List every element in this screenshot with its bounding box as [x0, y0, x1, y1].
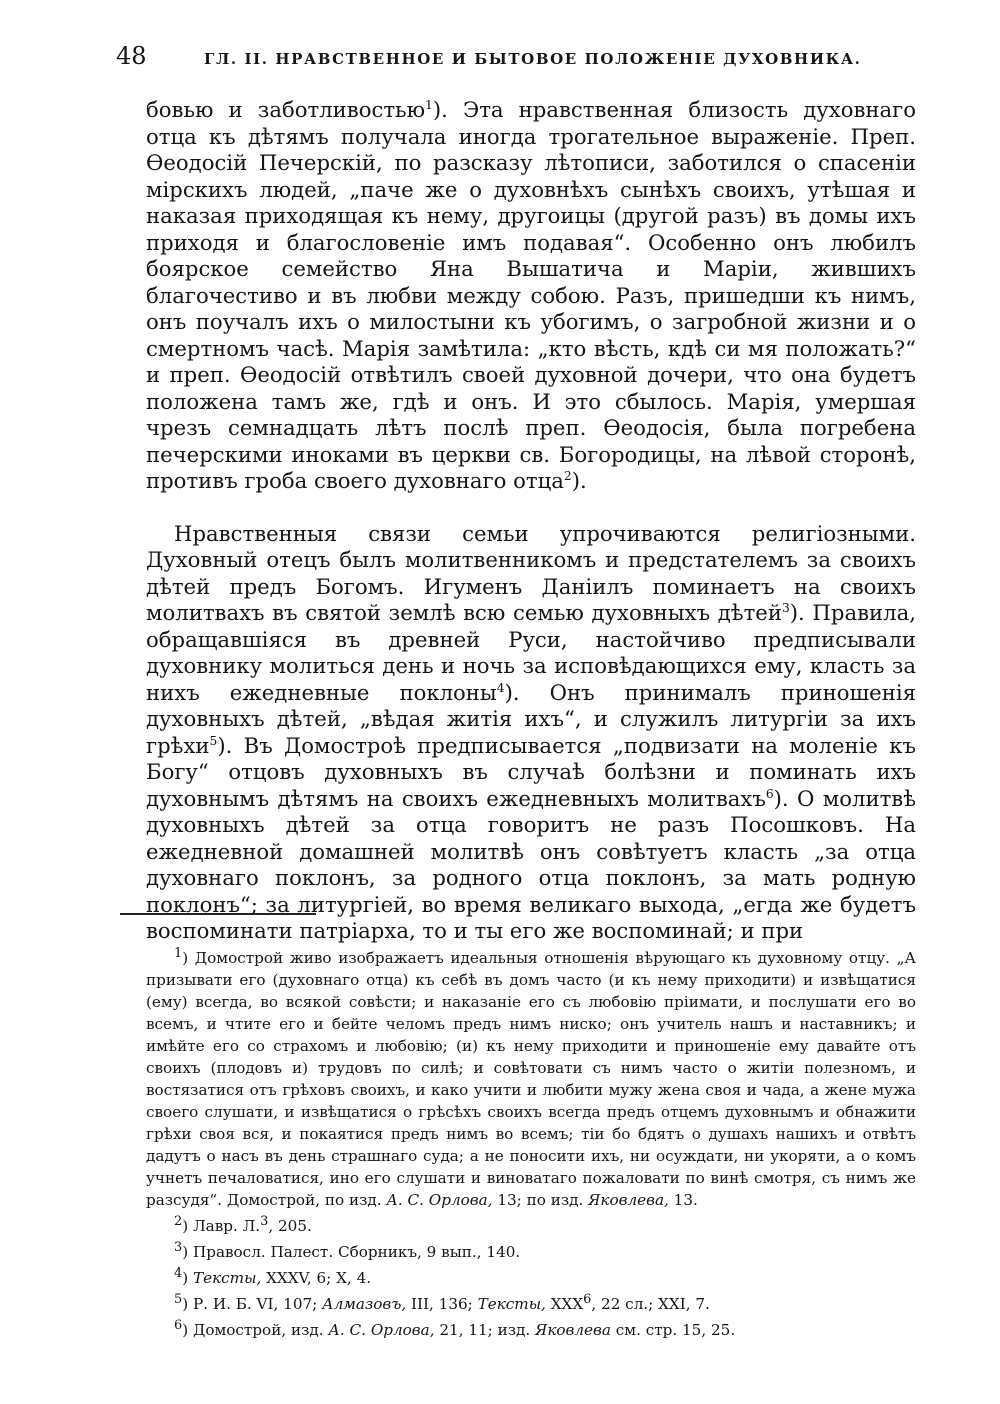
footnotes: [146, 943, 916, 1341]
paragraph-text: ). Въ Домостроѣ предписывается „подвизати на моленіе къ Богу“ отцовъ духовныхъ въ случаѣ болѣзни и поминать ихъ духовнымъ дѣтямъ на своихъ ежедневныхъ молитвахъ: [146, 732, 916, 811]
footnote-text: XXXV, 6; X, 4.: [261, 1269, 372, 1288]
footnote-text: XXX: [545, 1295, 584, 1314]
paragraph-2: [146, 521, 916, 945]
footnote-mark: 4: [174, 1266, 183, 1282]
running-title: ГЛ. II. НРАВСТВЕННОЕ И БЫТОВОЕ ПОЛОЖЕНІЕ ДУХОВНИКА.: [204, 50, 862, 68]
paragraph-text: ). О молитвѣ духовныхъ дѣтей за отца говоритъ не разъ Посошковъ. На ежедневной домашней молитвѣ онъ совѣтуетъ класть „за отца духовнаго поклонъ, за родного отца поклонъ, за мать родную поклонъ“; за литургіей, во время великаго выхода, „егда же будетъ воспоминати патріарха, то и ты его же воспоминай; и при: [146, 785, 916, 943]
footnote-ref-2[interactable]: 2: [563, 468, 572, 483]
footnote-ref-6[interactable]: 6: [765, 786, 774, 801]
paragraph-text: ). Правила, обращавшіяся въ древней Руси, настойчиво предписывали духовнику молиться день и ночь за исповѣдающихся ему, класть за нихъ ежедневные поклоны: [146, 600, 916, 705]
footnote-text: ): [182, 1269, 193, 1288]
page-number: 48: [116, 42, 147, 70]
footnote-text: 13; по изд.: [492, 1191, 589, 1210]
footnote-4: [146, 1263, 916, 1289]
paragraph-1: [146, 97, 916, 495]
footnote-text: 13.: [668, 1191, 698, 1210]
footnote-ref-5[interactable]: 5: [209, 733, 218, 748]
footnote-author: Тексты,: [192, 1269, 262, 1288]
footnote-text: ) Домострой живо изображаетъ идеальныя отношенія вѣрующаго къ духовному отцу. „А призывати его (духовнаго отца) къ себѣ въ домъ часто (и къ нему приходити) и извѣщатися (ему) всегда, во всякой совѣсти; и наказаніе его съ любовію пріимати, и послушати его во всемъ, и чтите его и бейте челомъ предъ нимъ ниско; онъ учитель нашъ и наставникъ; и имѣйте его со страхомъ и любовію; (и) къ нему приходити и приношеніе ему давайте отъ своихъ (плодовъ и) трудовъ по силѣ; и совѣтовати съ нимъ часто о житіи полезномъ, и востязатися отъ грѣховъ своихъ, и како учити и любити мужу жена своя и чада, а жене мужа своего слушати, и извѣщатися о грѣсѣхъ своихъ всегда предъ отцемъ духовнымъ и обнажити грѣхи своя вся, и покаятися предъ нимъ во всемъ; тіи бо бдятъ о душахъ нашихъ и отвѣтъ дадутъ о насъ въ день страшнаго суда; а не поносити ихъ, ни осуждати, ни укоряти, а о комъ учнетъ печаловатися, ино его слушати и виноватаго пожаловати по винѣ смотря, съ нимъ же разсудя“. Домострой, по изд.: [146, 949, 916, 1210]
footnote-ref-3[interactable]: 3: [781, 600, 790, 615]
paragraph-text: ).: [571, 468, 587, 493]
footnote-text: ) Правосл. Палест. Сборникъ, 9 вып., 140.: [182, 1243, 521, 1262]
footnote-text: ) Домострой, изд.: [182, 1321, 329, 1340]
footnote-text: III, 136;: [406, 1295, 478, 1314]
footnote-text: ) Лавр. Л.: [182, 1217, 261, 1236]
footnote-author: Тексты,: [477, 1295, 546, 1314]
footnote-ref-1[interactable]: 1: [425, 97, 433, 112]
footnote-text: ) Р. И. Б. VI, 107;: [182, 1295, 323, 1314]
paragraph-text: ). Эта нравственная близость духовнаго отца къ дѣтямъ получала иногда трогательное выраженіе. Преп. Ѳеодосій Печерскій, по разсказу лѣтописи, заботился о спасеніи мірскихъ людей, „паче же о духовнѣхъ сынѣхъ своихъ, утѣшая и наказая приходящая къ нему, другоицы (другой разъ) въ домы ихъ приходя и благословеніе имъ подавая“. Особенно онъ любилъ боярское семейство Яна Вышатича и Маріи, жившихъ благочестиво и въ любви между собою. Разъ, пришедши къ нимъ, онъ поучалъ ихъ о милостыни къ убогимъ, о загробной жизни и о смертномъ часѣ. Марія замѣтила: „кто вѣсть, кдѣ си мя положать?“ и преп. Ѳеодосій отвѣтилъ своей духовной дочери, что она будетъ положена тамъ же, гдѣ и онъ. И это сбылось. Марія, умершая чрезъ семнадцать лѣтъ послѣ преп. Ѳеодосія, была погребена печерскими иноками въ церкви св. Богородицы, на лѣвой сторонѣ, противъ гроба своего духовнаго отца: [146, 97, 916, 493]
footnote-3: [146, 1237, 916, 1263]
footnote-author: Яковлева: [535, 1321, 611, 1340]
paragraph-text: Нравственныя связи семьи упрочиваются религіозными. Духовный отецъ былъ молитвенникомъ и предстателемъ за своихъ дѣтей предъ Богомъ. Игуменъ Даніилъ поминаетъ на своихъ молитвахъ въ святой землѣ всю семью духовныхъ дѣтей: [146, 520, 916, 625]
main-text: [146, 97, 916, 945]
footnote-mark: 5: [174, 1292, 183, 1308]
footnote-mark: 3: [174, 1240, 183, 1256]
footnote-1: [146, 943, 916, 1211]
paragraph-text: бовью и заботливостью: [146, 97, 426, 122]
footnote-author: А. С. Орлова,: [328, 1321, 435, 1340]
footnote-6: [146, 1315, 916, 1341]
footnote-divider: [120, 913, 316, 915]
footnote-mark: 6: [174, 1318, 183, 1334]
footnote-text: см. стр. 15, 25.: [610, 1321, 736, 1340]
footnote-5: [146, 1289, 916, 1315]
footnote-author: Алмазовъ,: [322, 1295, 407, 1314]
footnote-text: , 205.: [268, 1217, 312, 1236]
page-header: [116, 40, 916, 80]
footnote-superscript: 3: [260, 1214, 269, 1230]
footnote-mark: 1: [174, 946, 183, 961]
footnote-mark: 2: [174, 1214, 183, 1230]
footnote-text: 21, 11; изд.: [434, 1321, 536, 1340]
footnote-author: Яковлева,: [588, 1191, 669, 1210]
footnote-author: А. С. Орлова,: [386, 1191, 493, 1210]
paragraph-text: ). Онъ принималъ приношенія духовныхъ дѣтей, „вѣдая житія ихъ“, и служилъ литургіи за ихъ грѣхи: [146, 679, 916, 758]
footnote-text: , 22 сл.; XXI, 7.: [591, 1295, 710, 1314]
footnote-ref-4[interactable]: 4: [496, 680, 505, 695]
footnote-superscript: 6: [583, 1292, 592, 1308]
footnote-2: [146, 1211, 916, 1237]
